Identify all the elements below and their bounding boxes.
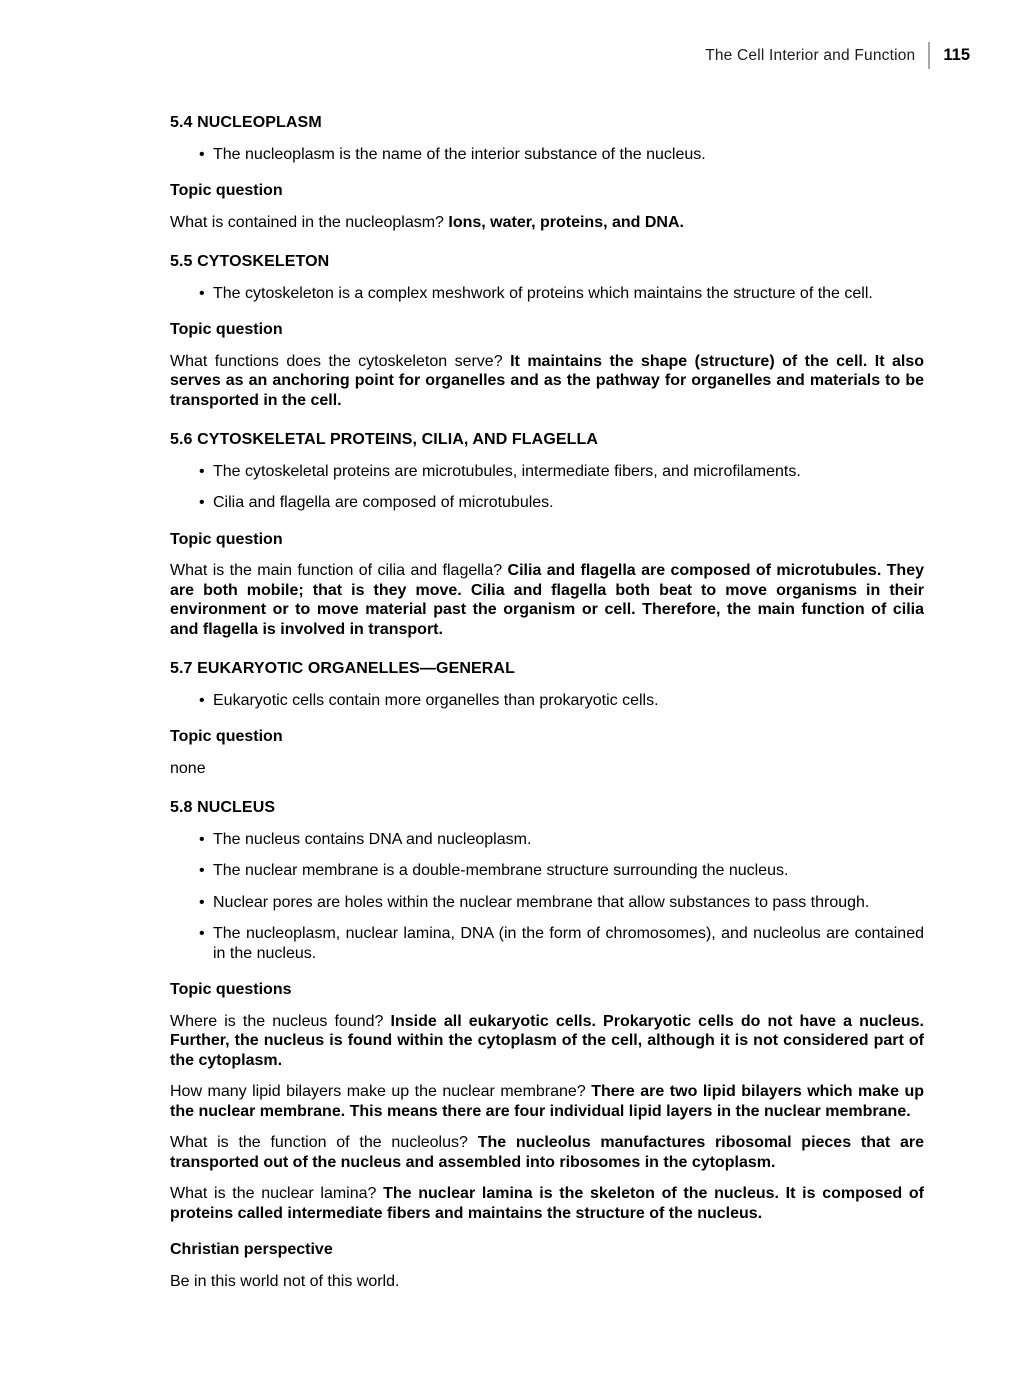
christian-perspective-heading: Christian perspective — [170, 1241, 333, 1258]
question-text: What is the nuclear lamina? — [170, 1185, 384, 1202]
qa-paragraph — [170, 561, 924, 639]
bullet-list-5-4 — [170, 145, 924, 165]
bullet-item: • Eukaryotic cells contain more organelles than prokaryotic cells. — [213, 691, 924, 711]
christian-perspective-body: Be in this world not of this world. — [170, 1272, 400, 1290]
question-text: Where is the nucleus found? — [170, 1012, 391, 1030]
answer-text: It maintains the shape (structure) of the cell. It also serves as an anchoring point for organelles and as the pathway for organelles and materials to be transported in the cell. — [170, 352, 924, 409]
qa-paragraph — [170, 1082, 924, 1121]
answer-text: Cilia and flagella are composed of microtubules. They are both mobile; that is they move. Cilia and flagella both beat to move organisms in their environment or to move material past the organism or cell. Therefore, the main function of cilia and flagella is involved in transport. — [170, 562, 925, 638]
topic-question-heading-5-7: Topic question — [170, 728, 283, 745]
section-heading-5-6: 5.6 CYTOSKELETAL PROTEINS, CILIA, AND FLAGELLA — [170, 431, 599, 448]
page-number: 115 — [943, 46, 970, 64]
bullet-item: • The cytoskeletal proteins are microtubules, intermediate fibers, and microfilaments. — [213, 462, 924, 482]
section-heading-5-4: 5.4 NUCLEOPLASM — [170, 114, 322, 131]
section-heading-5-5: 5.5 CYTOSKELETON — [170, 253, 330, 270]
bullet-item: • The nucleoplasm is the name of the interior substance of the nucleus. — [213, 145, 924, 165]
bullet-list-5-8 — [170, 830, 924, 964]
page-header — [0, 0, 1024, 69]
bullet-list-5-5 — [170, 284, 924, 304]
qa-paragraph — [170, 213, 924, 233]
bullet-item: • The nucleoplasm, nuclear lamina, DNA (in the form of chromosomes), and nucleolus are contained in the nucleus. — [213, 924, 924, 963]
qa-paragraph — [170, 1133, 924, 1172]
topic-question-heading-5-4: Topic question — [170, 182, 283, 199]
running-head-title: The Cell Interior and Function — [705, 46, 916, 64]
question-text: How many lipid bilayers make up the nuclear membrane? — [170, 1083, 592, 1100]
bullet-item: • The nuclear membrane is a double-membrane structure surrounding the nucleus. — [213, 861, 924, 881]
answer-text: Ions, water, proteins, and DNA. — [448, 213, 684, 231]
qa-paragraph — [170, 1012, 924, 1071]
answer-text: There are two lipid bilayers which make up the nuclear membrane. This means there are four individual lipid layers in the nuclear membrane. — [170, 1083, 925, 1120]
bullet-item: • The nucleus contains DNA and nucleoplasm. — [213, 830, 924, 850]
section-heading-5-8: 5.8 NUCLEUS — [170, 799, 276, 816]
question-text: What is the main function of cilia and flagella? — [170, 562, 508, 579]
qa-paragraph — [170, 352, 924, 411]
page-content — [170, 113, 924, 1291]
answer-text: The nuclear lamina is the skeleton of the nucleus. It is composed of proteins called intermediate fibers and maintains the structure of the nucleus. — [170, 1185, 925, 1222]
bullet-item: • Nuclear pores are holes within the nuclear membrane that allow substances to pass through. — [213, 893, 924, 913]
section-heading-5-7: 5.7 EUKARYOTIC ORGANELLES—GENERAL — [170, 660, 515, 677]
answer-text: The nucleolus manufactures ribosomal pieces that are transported out of the nucleus and assembled into ribosomes in the cytoplasm. — [170, 1134, 924, 1171]
topic-answer-none: none — [170, 759, 206, 777]
question-text: What functions does the cytoskeleton serve? — [170, 352, 511, 370]
question-text: What is the function of the nucleolus? — [170, 1134, 478, 1151]
topic-question-heading-5-6: Topic question — [170, 530, 283, 548]
bullet-list-5-7 — [170, 691, 924, 711]
topic-question-heading-5-5: Topic question — [170, 321, 283, 338]
answer-text: Inside all eukaryotic cells. Prokaryotic cells do not have a nucleus. Further, the nucleus is found within the cytoplasm of the cell, although it is not considered part of the cytoplasm. — [170, 1012, 924, 1069]
bullet-list-5-6 — [170, 462, 924, 513]
header-divider — [928, 42, 930, 69]
question-text: What is contained in the nucleoplasm? — [170, 213, 449, 231]
topic-questions-heading-5-8: Topic questions — [170, 981, 292, 998]
bullet-item: • Cilia and flagella are composed of microtubules. — [213, 493, 924, 513]
qa-paragraph — [170, 1184, 924, 1223]
bullet-item: • The cytoskeleton is a complex meshwork of proteins which maintains the structure of the cell. — [213, 284, 924, 304]
